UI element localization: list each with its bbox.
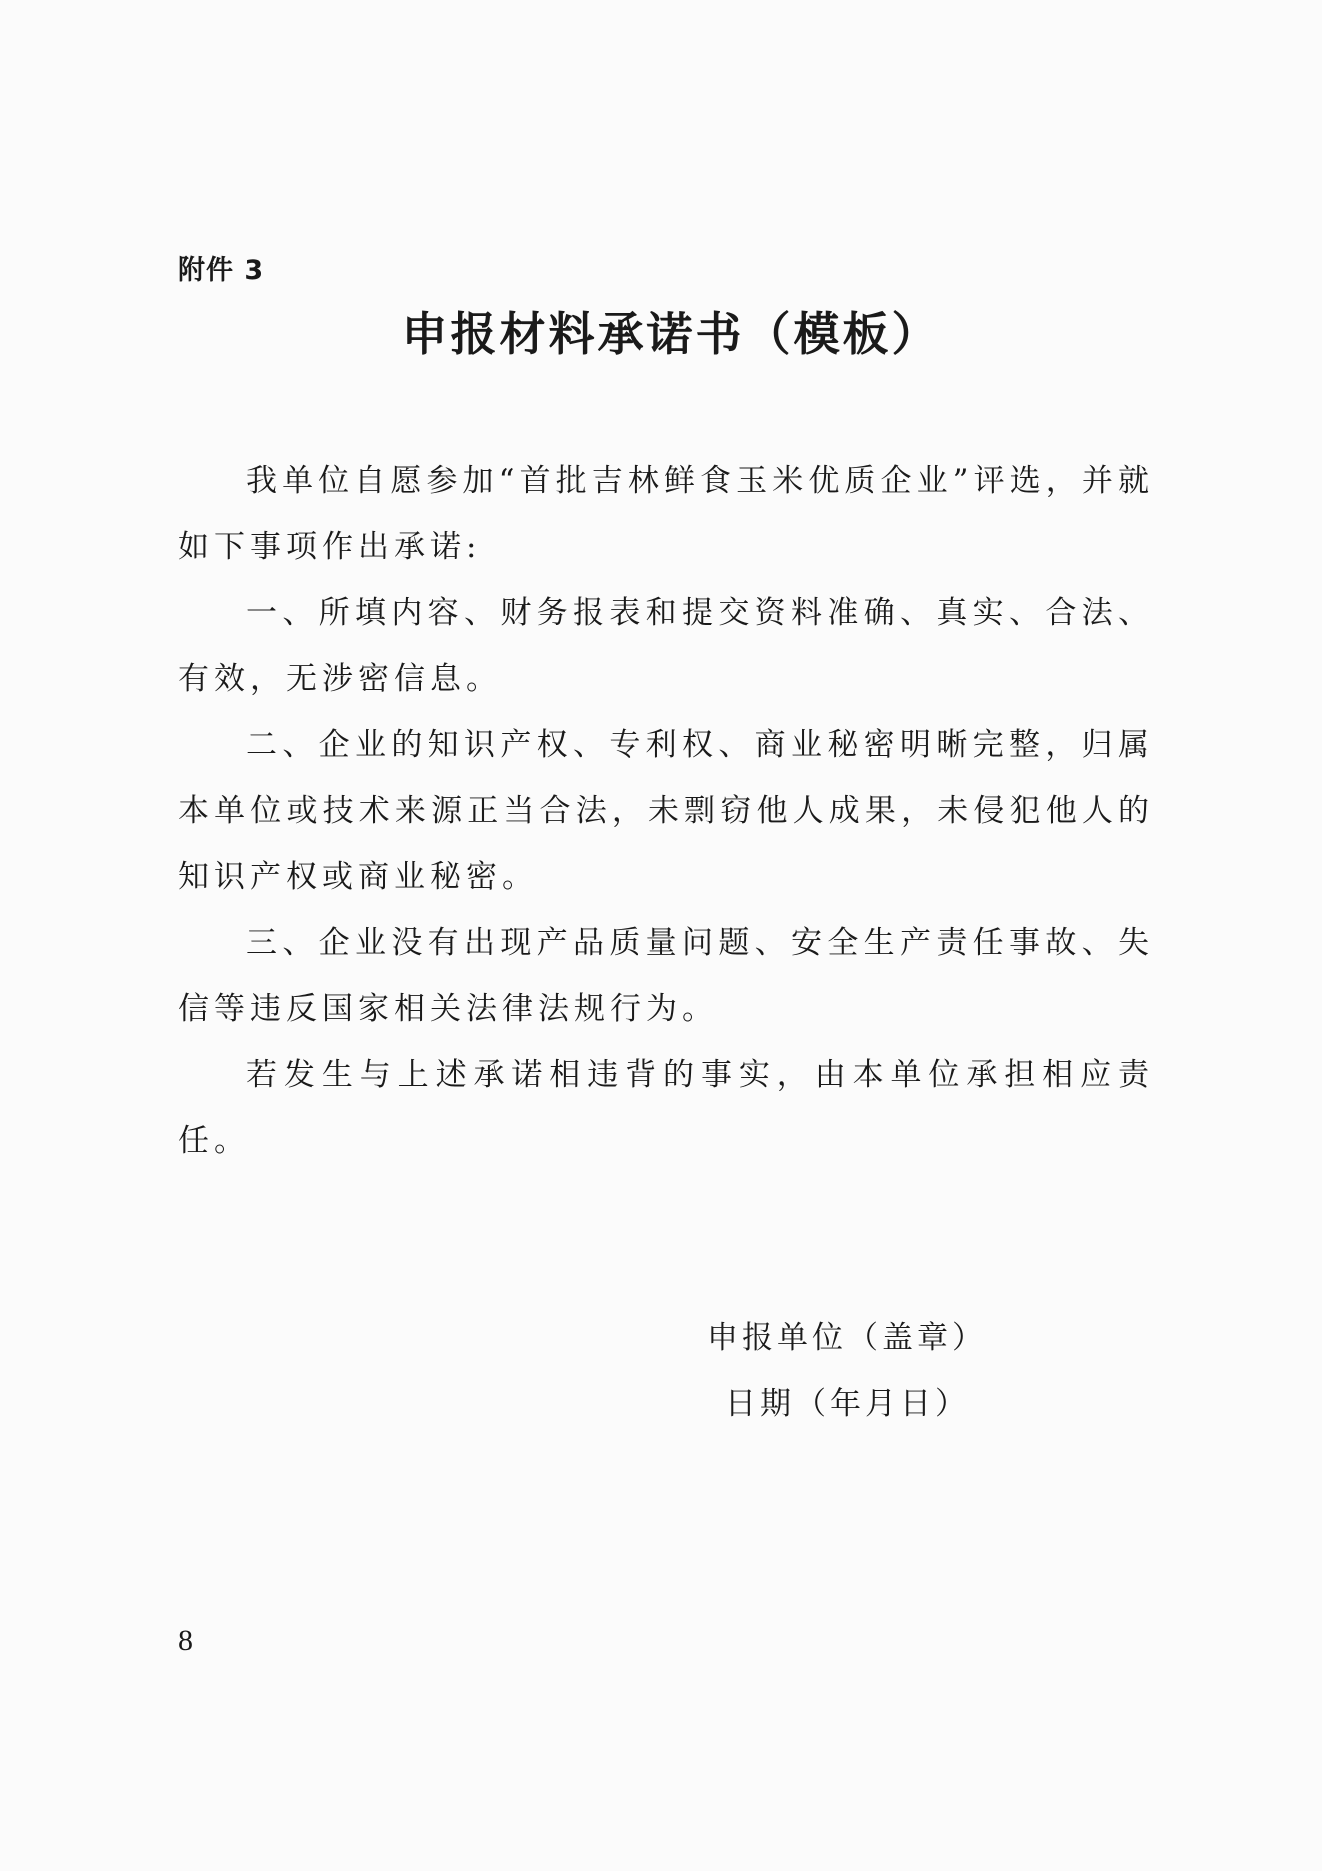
commitment-item-3: 三、企业没有出现产品质量问题、安全生产责任事故、失信等违反国家相关法律法规行为。 <box>178 925 1154 1027</box>
page-title: 申报材料承诺书（模板） <box>401 307 941 361</box>
liability-paragraph: 若发生与上述承诺相违背的事实，由本单位承担相应责任。 <box>178 1057 1154 1159</box>
commitment-body <box>178 448 1154 1174</box>
applicant-unit-seal: 申报单位（盖章） <box>707 1320 987 1356</box>
signature-block <box>707 1305 987 1437</box>
page-number: 8 <box>178 1624 193 1657</box>
commitment-item-2: 二、企业的知识产权、专利权、商业秘密明晰完整，归属本单位或技术来源正当合法，未剽窃他人成果，未侵犯他人的知识产权或商业秘密。 <box>178 727 1154 895</box>
intro-paragraph: 我单位自愿参加“首批吉林鲜食玉米优质企业”评选，并就如下事项作出承诺: <box>178 463 1154 565</box>
signature-date: 日期（年月日） <box>725 1386 970 1422</box>
commitment-item-1: 一、所填内容、财务报表和提交资料准确、真实、合法、有效，无涉密信息。 <box>178 595 1154 697</box>
attachment-label: 附件 3 <box>178 255 265 286</box>
